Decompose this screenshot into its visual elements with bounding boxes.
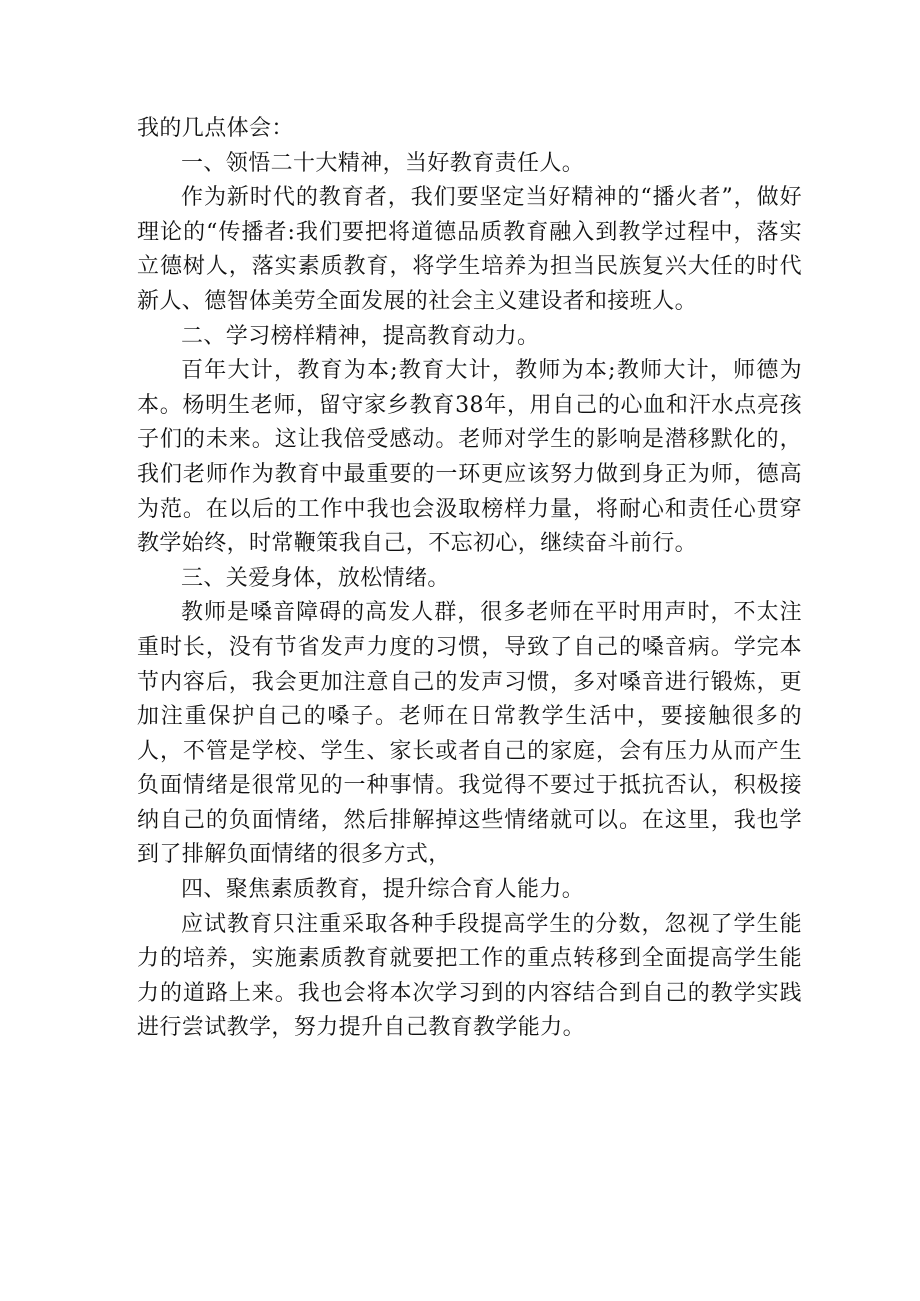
section-body-2: 百年大计，教育为本;教育大计，教师为本;教师大计，师德为本。杨明生老师，留守家乡教育38年，用自己的心血和汗水点亮孩子们的未来。这让我倍受感动。老师对学生的影响是潜移默化的，我们老师作为教育中最重要的一环更应该努力做到身正为师，德高为范。在以后的工作中我也会汲取榜样力量，将耐心和责任心贯穿教学始终，时常鞭策我自己，不忘初心，继续奋斗前行。 — [137, 358, 802, 557]
section-heading-2: 二、学习榜样精神，提高教育动力。 — [181, 323, 540, 349]
section-body-3: 教师是嗓音障碍的高发人群，很多老师在平时用声时，不太注重时长，没有节省发声力度的习惯，导致了自己的嗓音病。学完本节内容后，我会更加注意自己的发声习惯，多对嗓音进行锻炼，更加注重保护自己的嗓子。老师在日常教学生活中，要接触很多的人，不管是学校、学生、家长或者自己的家庭，会有压力从而产生负面情绪是很常见的一种事情。我觉得不要过于抵抗否认，积极接纳自己的负面情绪，然后排解掉这些情绪就可以。在这里，我也学到了排解负面情绪的很多方式， — [137, 600, 802, 868]
section-body-1: 作为新时代的教育者，我们要坚定当好精神的“播火者”，做好理论的“传播者:我们要把将道德品质教育融入到教学过程中，落实立德树人，落实素质教育，将学生培养为担当民族复兴大任的时代新人、德智体美劳全面发展的社会主义建设者和接班人。 — [137, 185, 802, 314]
intro-heading: 我的几点体会： — [137, 116, 294, 141]
section-heading-4: 四、聚焦素质教育，提升综合育人能力。 — [181, 877, 585, 903]
section-heading-1: 一、领悟二十大精神，当好教育责任人。 — [181, 150, 585, 176]
section-body-4: 应试教育只注重采取各种手段提高学生的分数，忽视了学生能力的培养，实施素质教育就要把工作的重点转移到全面提高学生能力的道路上来。我也会将本次学习到的内容结合到自己的教学实践进行尝试教学，努力提升自己教育教学能力。 — [137, 911, 802, 1041]
document-page — [137, 112, 802, 1046]
section-heading-3: 三、关爱身体，放松情绪。 — [181, 565, 450, 591]
